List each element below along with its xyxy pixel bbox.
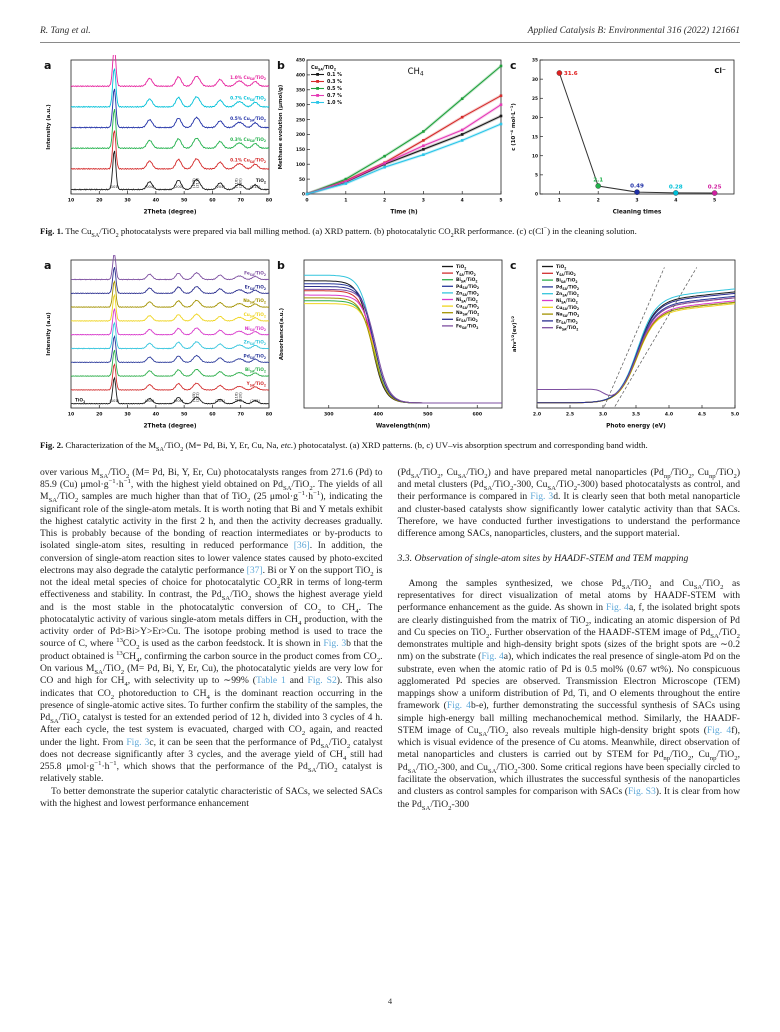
- svg-text:10: 10: [67, 412, 74, 418]
- figure-1: [40, 55, 740, 217]
- svg-text:20: 20: [95, 412, 102, 418]
- svg-text:TiO2: TiO$_2$: [74, 398, 85, 404]
- svg-text:c: c: [509, 258, 517, 272]
- svg-text:Time (h): Time (h): [389, 209, 418, 216]
- svg-text:ErSA/TiO2: $Er_{SA}/TiO_2$: [244, 285, 266, 291]
- citation-link[interactable]: Table 1: [255, 675, 286, 687]
- svg-text:0.49: 0.49: [629, 183, 644, 190]
- svg-text:3.0: 3.0: [598, 412, 607, 418]
- svg-text:NaSA/TiO2: $Na_{SA}/TiO_2$: [242, 299, 266, 305]
- svg-text:2Theta (degree): 2Theta (degree): [143, 423, 196, 430]
- page-header: [40, 26, 740, 43]
- figure-2-caption: [40, 440, 740, 452]
- svg-text:BiSA/TiO2: $Bi_{SA}/TiO_2$: [455, 278, 477, 284]
- fig1-xrd-chart: [41, 55, 274, 217]
- paragraph: over various $M_{SA}/TiO_2$ (M= Pd, Bi, Y, Er, Cu) photocatalysts ranges from 271.6 (Pd) to 85.9 (Cu) $\mu mol\cdot g^{-1}\cdot h^{-1}$, with the highest yield obtained on $Pd_{SA}/TiO_2$. The yields of all $M_{SA}/TiO_2$ samples are much higher than that of TiO$_2$ (25 $\mu mol\cdot g^{-1}\cdot h^{-1}$), indicating the significant role of the single-atom metals. It is worth noting that Bi and Y metals exhibit the highest catalytic activity in the first 2 h, and then the activity decreases gradually. This is probably because of the bonding of reaction intermediates or by-products to isolated single-atom sites, resulting in reduced performance [36]. In addition, the conversion of single-atom reaction sites to lower valence states caused by photo-excited electrons may also degrade the catalytic performance [37]. Bi or Y on the support TiO$_2$ is not the ideal metal species of choice for photocatalytic $CO_2RR$ in terms of long-term effectiveness and stability. In contrast, the $Pd_{SA}/TiO_2$ shows the highest average yield and is the most stable in the photocatalytic conversion of $CO_2$ to $CH_4$. The photocatalytic activity of various single-atom metals differs in $CH_4$ production, with the activity order of Pd>Bi>Y>Er>Cu. The isotope probing method is used to trace the source of C, where $^{13}CO_2$ is used as the carbon feedstock. It is shown in Fig. 3b that the product obtained is $^{13}CH_4$, confirming the carbon source in the product comes from $CO_2$. On various $M_{SA}/TiO_2$ (M= Pd, Bi, Y, Er, Cu), the photocatalytic yields are very low for CO and high for $CH_4$, with selectivity up to ∼99% (Table 1 and Fig. S2). This also indicates that $CO_2$ photoreduction to $CH_4$ is the dominant reaction occurring in the presence of single-atomic active sites. To further confirm the stability of the samples, the $Pd_{SA}/TiO_2$ catalyst is tested for an extended period of 12 h, divided into 3 cycles of 4 h. After each cycle, the test system is evacuated, charged with $CO_2$ again, and reacted under the light. From Fig. 3c, it can be seen that the performance of $Pd_{SA}/TiO_2$ catalyst does not decrease significantly after 3 cycles, and the average yield of $CH_4$ still had 255.8 $\mu mol\cdot g^{-1}\cdot h^{-1}$, which shows that the performance of the $Pd_{SA}/TiO_2$ catalyst is relatively stable.: [40, 466, 383, 785]
- citation-link[interactable]: Fig. 4: [706, 724, 732, 736]
- svg-text:2: 2: [596, 198, 600, 204]
- svg-text:5.0: 5.0: [730, 412, 739, 418]
- svg-text:ErSA/TiO2: $Er_{SA}/TiO_2$: [555, 319, 578, 325]
- fig2-uvvis-chart: [274, 255, 507, 431]
- svg-text:PdSA/TiO2: $Pd_{SA}/TiO_2$: [243, 354, 266, 360]
- svg-text:b: b: [276, 59, 285, 72]
- svg-text:(215): (215): [249, 398, 260, 403]
- svg-text:NiSA/TiO2: $Ni_{SA}/TiO_2$: [555, 298, 578, 305]
- svg-text:(220): (220): [238, 178, 243, 188]
- svg-text:0.1 %: 0.1 %: [326, 73, 342, 78]
- svg-text:50: 50: [180, 198, 187, 204]
- svg-text:(200): (200): [173, 185, 183, 189]
- svg-text:500: 500: [422, 412, 433, 418]
- svg-text:350: 350: [295, 88, 305, 94]
- svg-text:0.25: 0.25: [707, 184, 722, 191]
- svg-text:(116): (116): [233, 392, 238, 402]
- svg-text:(105): (105): [191, 178, 196, 188]
- svg-text:YSA/TiO2: $Y_{SA}/TiO_2$: [246, 381, 266, 388]
- svg-text:1: 1: [343, 198, 347, 204]
- paragraph: Among the samples synthesized, we chose $Pd_{SA}/TiO_2$ and $Cu_{SA}/TiO_2$ as representatives for direct visualization of metal atoms by HAADF-STEM with performance enhancement as the guide. As shown in Fig. 4a, f, the isolated bright spots are clearly distinguished from the matrix of TiO$_2$, indicating an atomic dispersion of Pd and Cu species on TiO$_2$. Further observation of the HAADF-STEM image of $Pd_{SA}/TiO_2$ demonstrates multiple and high-density bright spots (sizes of the bright spots are ∼0.2 nm) on the substrate (Fig. 4a), which indicates the real presence of single-atom Pd on the substrate, even when the atomic ratio of Pd is 0.5 mol% (0.67 wt%). No conspicuous agglomerated Pd species are observed. Transmission Electron Microscope (TEM) mappings show a uniform distribution of Pd, Ti, and O elements throughout the entire framework (Fig. 4b-e), further demonstrating the successful synthesis of SACs using simple high-energy ball milling mechanochemical method. Similarly, the HAADF-STEM image of $Cu_{SA}/TiO_2$ also reveals multiple high-density bright spots (Fig. 4f), which is visual evidence of the presence of Cu atoms. Meanwhile, direct observation of metal nanoparticles and clusters is carried out by STEM for $Pd_{np}/TiO_2$, $Cu_{np}/TiO_2$, $Pd_{SA}/TiO_2-300$, and $Cu_{SA}/TiO_2-300$. Some critical regions have been specially circled to facilitate the observation, which illustrates the successful synthesis of the nanoparticles and clusters as control samples for comparison with SACs (Fig. S3). It is clear from how the $Pd_{SA}/TiO_2-300$: [397, 577, 741, 812]
- figure-2-label: Fig. 2.: [40, 439, 64, 450]
- svg-text:80: 80: [265, 198, 272, 204]
- svg-text:0: 0: [534, 192, 538, 198]
- svg-text:(220): (220): [238, 392, 243, 402]
- svg-text:1.0% CuSA/TiO2: 1.0% $Cu_{SA}/TiO_2$: [229, 75, 266, 82]
- body-text: [40, 467, 740, 811]
- figure-1-caption-text: The $Cu_{SA}/TiO_2$ photocatalysts were prepared via ball milling method. (a) XRD pattern. (b) photocatalytic $CO_2RR$ performance. (c) c(Cl−) in the cleaning solution.: [63, 226, 637, 239]
- figure-2-caption-text: Characterization of the $M_{SA}/TiO_2$ (M= Pd, Bi, Y, Er, Cu, Na, etc.) photocatalyst. (a) XRD patterns. (b, c) UV–vis absorption spectrum and corresponding band width.: [63, 439, 648, 453]
- citation-link[interactable]: Fig. 4: [481, 651, 504, 663]
- svg-text:0.5% CuSA/TiO2: 0.5% $Cu_{SA}/TiO_2$: [229, 117, 266, 123]
- svg-text:NaSA/TiO2: $Na_{SA}/TiO_2$: [555, 312, 579, 318]
- svg-text:ZnSA/TiO2: $Zn_{SA}/TiO_2$: [455, 291, 479, 297]
- paragraph: To better demonstrate the superior catalytic characteristic of SACs, we selected SACs with the highest and lowest performance enhancement: [40, 785, 383, 809]
- svg-text:2: 2: [382, 198, 386, 204]
- svg-text:35: 35: [531, 58, 538, 64]
- svg-text:20: 20: [95, 198, 102, 204]
- svg-text:NiSA/TiO2: $Ni_{SA}/TiO_2$: [455, 297, 478, 304]
- svg-text:4: 4: [460, 198, 464, 204]
- svg-text:1.0 %: 1.0 %: [326, 101, 342, 106]
- citation-link[interactable]: Fig. S2: [307, 675, 337, 687]
- section-heading: 3.3. Observation of single-atom sites by HAADF-STEM and TEM mapping: [397, 553, 689, 565]
- citation-link[interactable]: Fig. 3: [126, 736, 150, 748]
- svg-text:(211): (211): [195, 178, 200, 188]
- svg-text:5: 5: [534, 173, 538, 179]
- svg-text:250: 250: [295, 118, 305, 124]
- svg-text:TiO2: TiO$_2$: [555, 264, 566, 271]
- fig1-methane-evolution-chart: [274, 55, 507, 217]
- right-column: [398, 467, 741, 811]
- svg-text:25: 25: [531, 96, 538, 102]
- svg-text:CuSA/TiO2: $Cu_{SA}/TiO_2$: [243, 312, 266, 319]
- citation-link[interactable]: Fig. 4: [446, 700, 471, 712]
- svg-text:c: c: [509, 59, 517, 72]
- svg-text:(116): (116): [233, 178, 238, 188]
- svg-text:10: 10: [531, 154, 538, 160]
- svg-text:(204): (204): [214, 185, 225, 189]
- svg-text:0.5 %: 0.5 %: [326, 87, 342, 92]
- svg-text:2.1: 2.1: [592, 177, 603, 184]
- svg-text:(200): (200): [173, 398, 183, 403]
- running-author: R. Tang et al.: [40, 26, 91, 36]
- svg-text:YSA/TiO2: $Y_{SA}/TiO_2$: [455, 271, 476, 277]
- svg-text:10: 10: [67, 198, 74, 204]
- svg-text:Cleaning times: Cleaning times: [612, 209, 661, 216]
- svg-text:CuSA/TiO2: $Cu_{SA}/TiO_2$: [455, 304, 479, 310]
- svg-text:TiO2: TiO$_2$: [455, 264, 466, 271]
- svg-text:300: 300: [295, 103, 305, 109]
- page-number: 4: [387, 996, 393, 1006]
- svg-text:5: 5: [712, 198, 716, 204]
- left-column: [40, 467, 383, 811]
- svg-text:(004): (004): [144, 185, 154, 189]
- citation-link[interactable]: Fig. 4: [606, 602, 629, 614]
- svg-text:b: b: [276, 258, 285, 272]
- svg-text:NiSA/TiO2: $Ni_{SA}/TiO_2$: [244, 326, 266, 333]
- svg-text:4.0: 4.0: [664, 412, 673, 418]
- svg-text:4.5: 4.5: [697, 412, 706, 418]
- svg-text:0.7% CuSA/TiO2: 0.7% $Cu_{SA}/TiO_2$: [229, 96, 266, 102]
- citation-link[interactable]: Fig. 3: [323, 638, 347, 650]
- svg-text:31.6: 31.6: [563, 71, 578, 78]
- svg-text:30: 30: [123, 198, 131, 204]
- svg-text:Intensity (a.u): Intensity (a.u): [45, 312, 52, 356]
- svg-text:60: 60: [208, 198, 216, 204]
- svg-text:Absorbance(a.u.): Absorbance(a.u.): [278, 307, 285, 361]
- figure-2: [40, 255, 740, 431]
- svg-text:2Theta (degree): 2Theta (degree): [143, 209, 196, 216]
- svg-text:BiSA/TiO2: $Bi_{SA}/TiO_2$: [555, 278, 577, 284]
- svg-text:FeSA/TiO2: $Fe_{SA}/TiO_2$: [455, 324, 478, 330]
- svg-text:30: 30: [123, 412, 131, 418]
- svg-text:100: 100: [295, 162, 305, 168]
- svg-text:3: 3: [634, 198, 639, 204]
- svg-text:CuSA/TiO2: $Cu_{SA}/TiO_2$: [555, 305, 579, 312]
- svg-text:0.3% CuSA/TiO2: 0.3% $Cu_{SA}/TiO_2$: [229, 137, 266, 144]
- svg-text:2.0: 2.0: [532, 412, 541, 418]
- svg-text:40: 40: [152, 412, 159, 418]
- svg-text:(211): (211): [195, 392, 200, 402]
- svg-text:30: 30: [531, 77, 538, 83]
- svg-text:PdSA/TiO2: $Pd_{SA}/TiO_2$: [555, 285, 579, 291]
- svg-text:Methane evolution (μmol/g): Methane evolution (μmol/g): [277, 84, 284, 170]
- svg-text:BiSA/TiO2: $Bi_{SA}/TiO_2$: [244, 368, 266, 374]
- svg-text:c (10−4 mol·L−1): c ($10^{-4}$ $mol\cdot L^{-1}$): [508, 103, 517, 151]
- fig1-chloride-concentration-chart: [507, 55, 740, 217]
- svg-text:300: 300: [323, 412, 334, 418]
- svg-text:(215): (215): [249, 185, 260, 189]
- svg-text:TiO2: TiO$_2$: [255, 179, 266, 185]
- svg-text:80: 80: [265, 412, 272, 418]
- svg-text:70: 70: [237, 412, 244, 418]
- svg-text:0.28: 0.28: [668, 184, 683, 191]
- svg-text:450: 450: [295, 58, 305, 64]
- svg-text:0.1% CuSA/TiO2: 0.1% $Cu_{SA}/TiO_2$: [229, 158, 266, 164]
- citation-link[interactable]: Fig. S3: [627, 786, 656, 798]
- svg-text:600: 600: [471, 412, 482, 418]
- svg-text:a: a: [43, 258, 51, 272]
- svg-text:YSA/TiO2: $Y_{SA}/TiO_2$: [555, 271, 576, 278]
- svg-text:40: 40: [152, 198, 159, 204]
- svg-text:60: 60: [208, 412, 216, 418]
- svg-text:0.3 %: 0.3 %: [326, 80, 342, 85]
- svg-text:Photo energy (eV): Photo energy (eV): [605, 423, 666, 430]
- svg-text:50: 50: [180, 412, 187, 418]
- citation-link[interactable]: [37]: [246, 564, 263, 576]
- paragraph: ($Pd_{SA}/TiO_2$, $Cu_{SA}/TiO_2$) and have prepared metal nanoparticles ($Pd_{np}/TiO_2$, $Cu_{np}/TiO_2$) and metal clusters ($Pd_{SA}/TiO_2-300$, $Cu_{SA}/TiO_2-300$) based photocatalysts as control, and their performance is compared in Fig. 3d. It is clearly seen that both metal nanoparticle and cluster-based catalysts show significantly lower catalytic activity than that SACs. Therefore, we have conducted further investigations to understand the performance difference among SACs, nanoparticles, clusters, and the support material.: [397, 466, 741, 540]
- svg-text:1: 1: [557, 198, 561, 204]
- svg-text:CuSA/TiO2: $Cu_{SA}/TiO_2$: [310, 66, 336, 72]
- svg-text:a: a: [43, 59, 51, 72]
- svg-text:0: 0: [304, 198, 309, 204]
- svg-text:ErSA/TiO2: $Er_{SA}/TiO_2$: [455, 317, 478, 324]
- citation-link[interactable]: Fig. 3: [530, 491, 554, 503]
- svg-text:FeSA/TiO2: $Fe_{SA}/TiO_2$: [243, 271, 266, 277]
- svg-text:0: 0: [301, 192, 305, 198]
- svg-text:20: 20: [531, 116, 538, 122]
- svg-text:ZnSA/TiO2: $Zn_{SA}/TiO_2$: [243, 340, 266, 346]
- svg-text:Wavelength(nm): Wavelength(nm): [375, 423, 430, 430]
- svg-text:150: 150: [295, 148, 305, 154]
- svg-text:FeSA/TiO2: $Fe_{SA}/TiO_2$: [555, 326, 578, 332]
- svg-text:15: 15: [531, 135, 538, 141]
- svg-text:(101): (101): [108, 398, 119, 403]
- svg-text:400: 400: [372, 412, 383, 418]
- svg-text:70: 70: [237, 198, 244, 204]
- svg-text:ahv1/2(ev)1/2: ahv$^{1/2}$(ev)$^{1/2}$: [509, 315, 518, 353]
- svg-text:PdSA/TiO2: $Pd_{SA}/TiO_2$: [455, 284, 479, 291]
- figure-1-caption: [40, 226, 740, 238]
- journal-reference: Applied Catalysis B: Environmental 316 (2022) 121661: [527, 26, 740, 36]
- svg-text:4: 4: [673, 198, 677, 204]
- fig2-tauc-chart: [507, 255, 740, 431]
- svg-text:(204): (204): [214, 398, 225, 403]
- svg-text:50: 50: [298, 177, 305, 183]
- svg-text:Intensity (a.u.): Intensity (a.u.): [45, 104, 52, 150]
- citation-link[interactable]: [36]: [293, 540, 310, 552]
- svg-text:3.5: 3.5: [631, 412, 640, 418]
- svg-text:ZnSA/TiO2: $Zn_{SA}/TiO_2$: [555, 292, 579, 298]
- svg-text:3: 3: [421, 198, 425, 204]
- svg-text:Cl−: Cl−: [713, 67, 726, 75]
- figure-1-label: Fig. 1.: [40, 226, 64, 236]
- svg-text:(105): (105): [191, 392, 196, 402]
- svg-text:400: 400: [295, 73, 305, 79]
- fig2-xrd-chart: [41, 255, 274, 431]
- svg-text:(101): (101): [108, 185, 119, 189]
- svg-text:0.7 %: 0.7 %: [326, 94, 342, 99]
- svg-text:5: 5: [498, 198, 503, 204]
- svg-text:2.5: 2.5: [565, 412, 574, 418]
- svg-text:(004): (004): [144, 398, 154, 403]
- svg-text:200: 200: [295, 133, 305, 139]
- svg-text:NaSA/TiO2: $Na_{SA}/TiO_2$: [455, 311, 479, 317]
- svg-text:CH4: CH4: [407, 67, 424, 78]
